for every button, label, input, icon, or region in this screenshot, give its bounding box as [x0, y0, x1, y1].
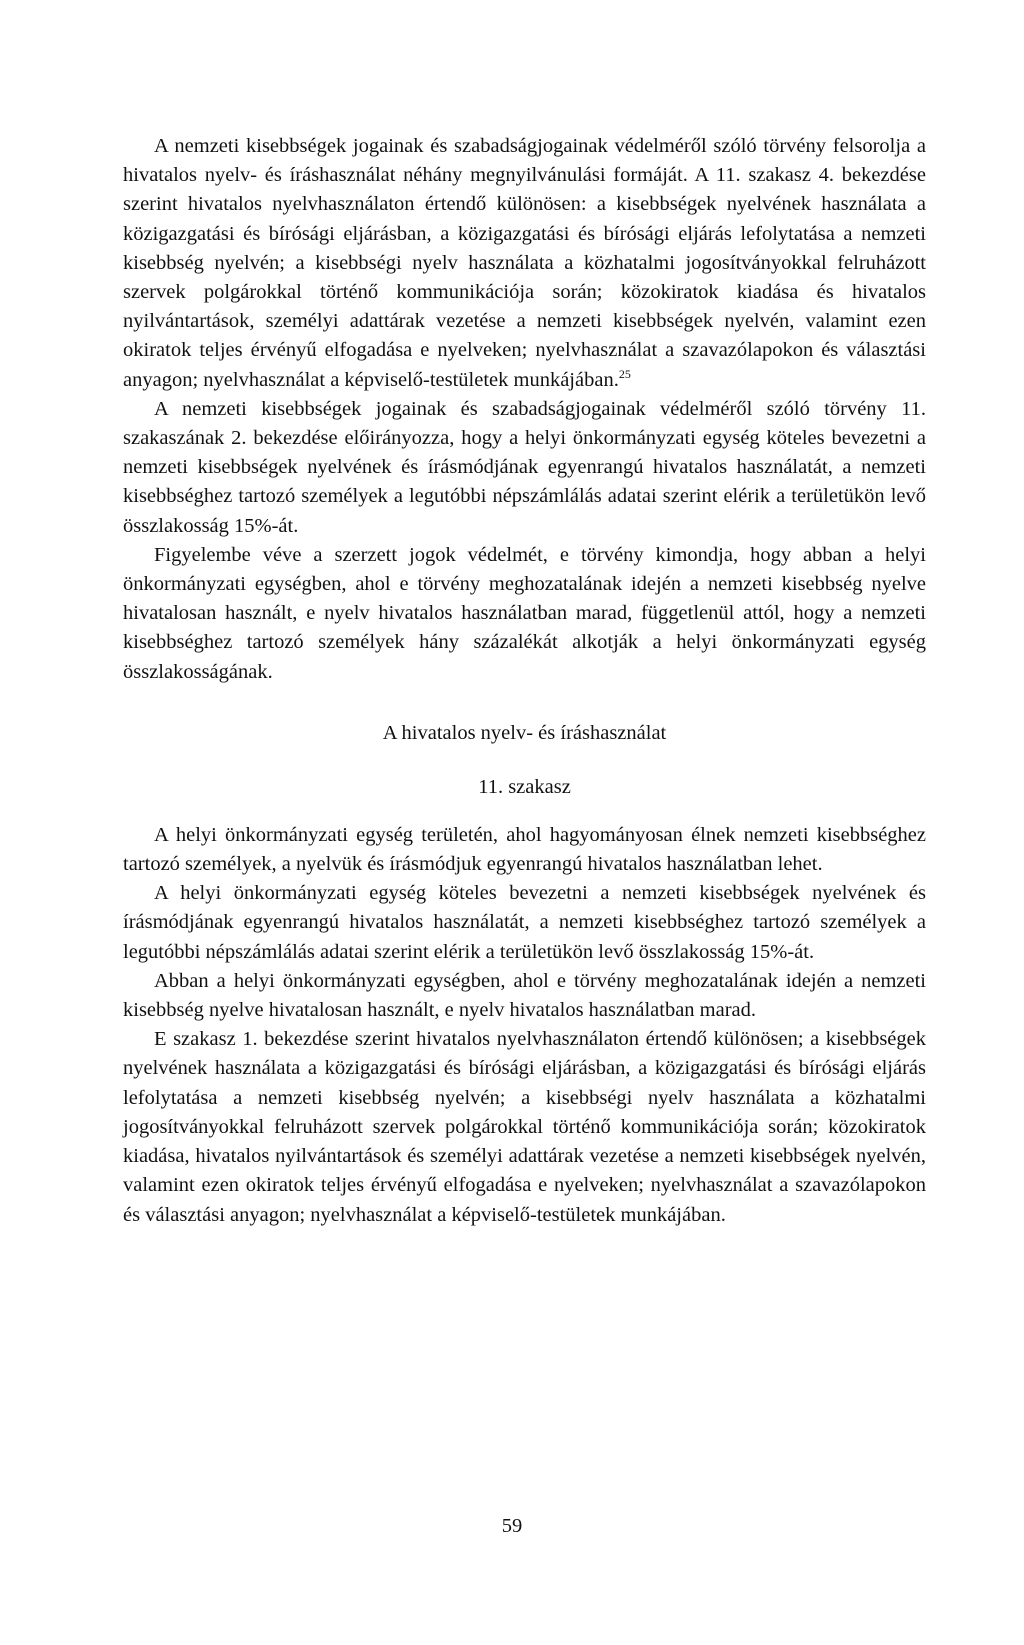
paragraph-5: A helyi önkormányzati egység köteles bevezetni a nemzeti kisebbségek nyelvének és írásmódjának egyenrangú hivatalos használatát, a nemzeti kisebbséghez tartozó személyek a legutóbbi népszámlálás adatai szerint elérik a területükön levő összlakosság 15%-át. [123, 882, 926, 963]
section-title: A hivatalos nyelv- és íráshasználat [382, 721, 667, 744]
paragraph-1 [123, 132, 926, 395]
page-number: 59 [501, 1515, 523, 1537]
paragraph-4: A helyi önkormányzati egység területén, ahol hagyományosan élnek nemzeti kisebbséghez tartozó személyek, a nyelvük és írásmódjuk egyenrangú hivatalos használatban lehet. [123, 823, 926, 876]
paragraph-6: Abban a helyi önkormányzati egységben, ahol e törvény meghozatalának idején a nemzeti kisebbség nyelve hivatalosan használt, e nyelv hivatalos használatban marad. [123, 969, 926, 1022]
paragraph-3: Figyelembe véve a szerzett jogok védelmét, e törvény kimondja, hogy abban a helyi önkormányzati egységben, ahol e törvény meghozatalának idején a nemzeti kisebbség nyelve hivatalosan használt, e nyelv hivatalos használatban marad, függetlenül attól, hogy a nemzeti kisebbséghez tartozó személyek hány százalékát alkotják a helyi önkormányzati egység összlakosságának. [123, 543, 926, 683]
paragraph-1-text: A nemzeti kisebbségek jogainak és szabadságjogainak védelméről szóló törvény felsorolja a hivatalos nyelv- és íráshasználat néhány megnyilvánulási formáját. A 11. szakasz 4. bekezdése szerint hivatalos nyelvhasználaton értendő különösen: a kisebbségek nyelvének használata a közigazgatási és bírósági eljárásban, a közigazgatási és bírósági eljárás lefolytatása a nemzeti kisebbség nyelvén; a kisebbségi nyelv használata a közhatalmi jogosítványokkal felruházott szervek polgárokkal történő kommunikációja során; közokiratok kiadása és hivatalos nyilvántartások, személyi adattárak vezetése a nemzeti kisebbségek nyelvén, valamint ezen okiratok teljes érvényű elfogadása e nyelveken; nyelvhasználat a szavazólapokon és választási anyagon; nyelvhasználat a képviselő-testületek munkájában. [123, 135, 926, 391]
document-page [123, 132, 926, 1230]
paragraph-2: A nemzeti kisebbségek jogainak és szabadságjogainak védelméről szóló törvény 11. szakaszának 2. bekezdése előirányozza, hogy a helyi önkormányzati egység köteles bevezetni a nemzeti kisebbségek nyelvének és írásmódjának egyenrangú hivatalos használatát, a nemzeti kisebbséghez tartozó személyek a legutóbbi népszámlálás adatai szerint elérik a területükön levő összlakosság 15%-át. [123, 397, 926, 537]
footnote-marker: 25 [618, 366, 631, 381]
section-number: 11. szakasz [478, 775, 571, 798]
paragraph-7: E szakasz 1. bekezdése szerint hivatalos nyelvhasználaton értendő különösen; a kisebbségek nyelvének használata a közigazgatási és bírósági eljárásban, a közigazgatási és bírósági eljárás lefolytatása a nemzeti kisebbség nyelvén; a kisebbségi nyelv használata a közhatalmi jogosítványokkal felruházott szervek polgárokkal történő kommunikációja során; közokiratok kiadása, hivatalos nyilvántartások és személyi adattárak vezetése a nemzeti kisebbségek nyelvén, valamint ezen okiratok teljes érvényű elfogadása e nyelveken; nyelvhasználat a szavazólapokon és választási anyagon; nyelvhasználat a képviselő-testületek munkájában. [123, 1028, 926, 1226]
